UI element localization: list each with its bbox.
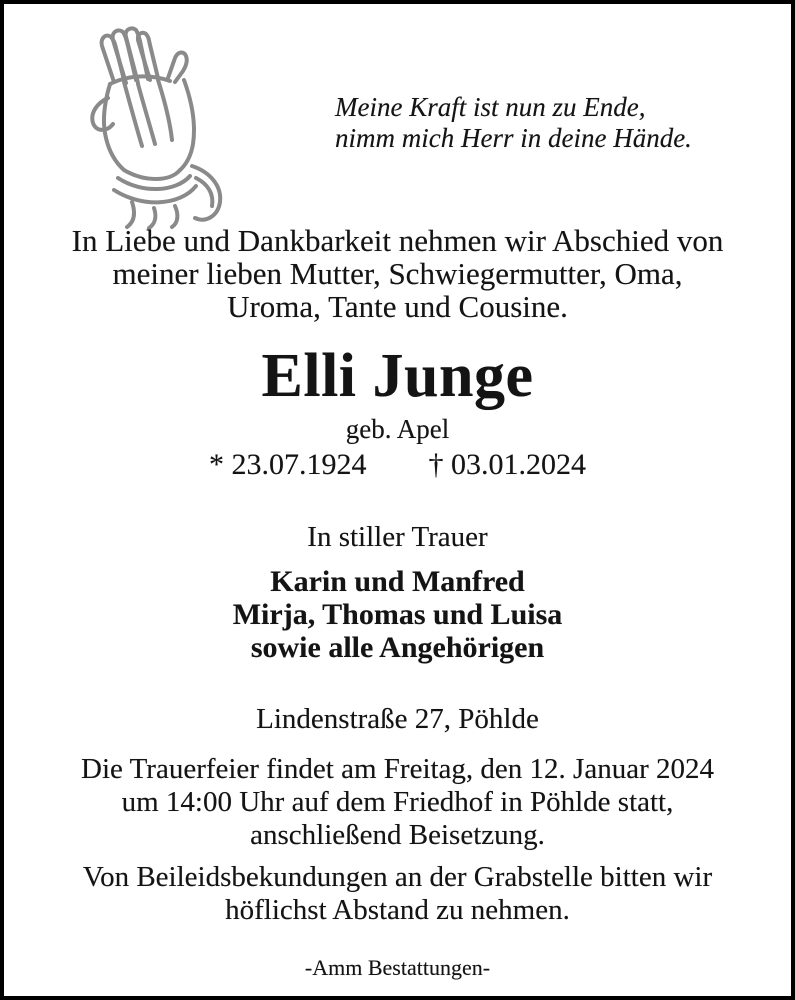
funeral-details-line: um 14:00 Uhr auf dem Friedhof in Pöhlde statt, bbox=[121, 786, 674, 818]
mourners-list bbox=[4, 565, 791, 664]
address-line: Lindenstraße 27, Pöhlde bbox=[256, 703, 539, 735]
farewell-intro-line: In Liebe und Dankbarkeit nehmen wir Abschied von bbox=[71, 223, 724, 258]
birth-date: * 23.07.1924 bbox=[209, 448, 367, 481]
deceased-name: Elli Junge bbox=[261, 342, 534, 410]
farewell-intro-line: meiner lieben Mutter, Schwiegermutter, Oma, bbox=[112, 256, 683, 291]
funeral-details-line: anschließend Beisetzung. bbox=[250, 819, 545, 851]
life-dates bbox=[4, 448, 791, 481]
condolence-note bbox=[4, 861, 791, 927]
memorial-quote-line: Meine Kraft ist nun zu Ende, bbox=[335, 92, 646, 122]
death-date: † 03.01.2024 bbox=[428, 448, 586, 481]
funeral-details-line: Die Trauerfeier findet am Freitag, den 12. Januar 2024 bbox=[81, 753, 714, 785]
mourners-line: sowie alle Angehörigen bbox=[250, 631, 545, 664]
undertaker-credit: -Amm Bestattungen- bbox=[304, 955, 491, 980]
maiden-name: geb. Apel bbox=[345, 414, 450, 444]
mourners-line: Karin und Manfred bbox=[270, 565, 525, 598]
condolence-note-line: Von Beileidsbekundungen an der Grabstelle bitten wir bbox=[82, 861, 713, 893]
mourners-line: Mirja, Thomas und Luisa bbox=[232, 598, 563, 631]
memorial-quote-line: nimm mich Herr in deine Hände. bbox=[335, 123, 692, 153]
praying-hands-icon bbox=[80, 20, 240, 230]
condolence-note-line: höflichst Abstand zu nehmen. bbox=[225, 894, 570, 926]
farewell-intro-line: Uroma, Tante und Cousine. bbox=[227, 289, 568, 324]
memorial-quote bbox=[335, 92, 692, 154]
farewell-intro bbox=[4, 224, 791, 323]
funeral-details bbox=[4, 753, 791, 852]
mourning-heading: In stiller Trauer bbox=[307, 521, 488, 553]
